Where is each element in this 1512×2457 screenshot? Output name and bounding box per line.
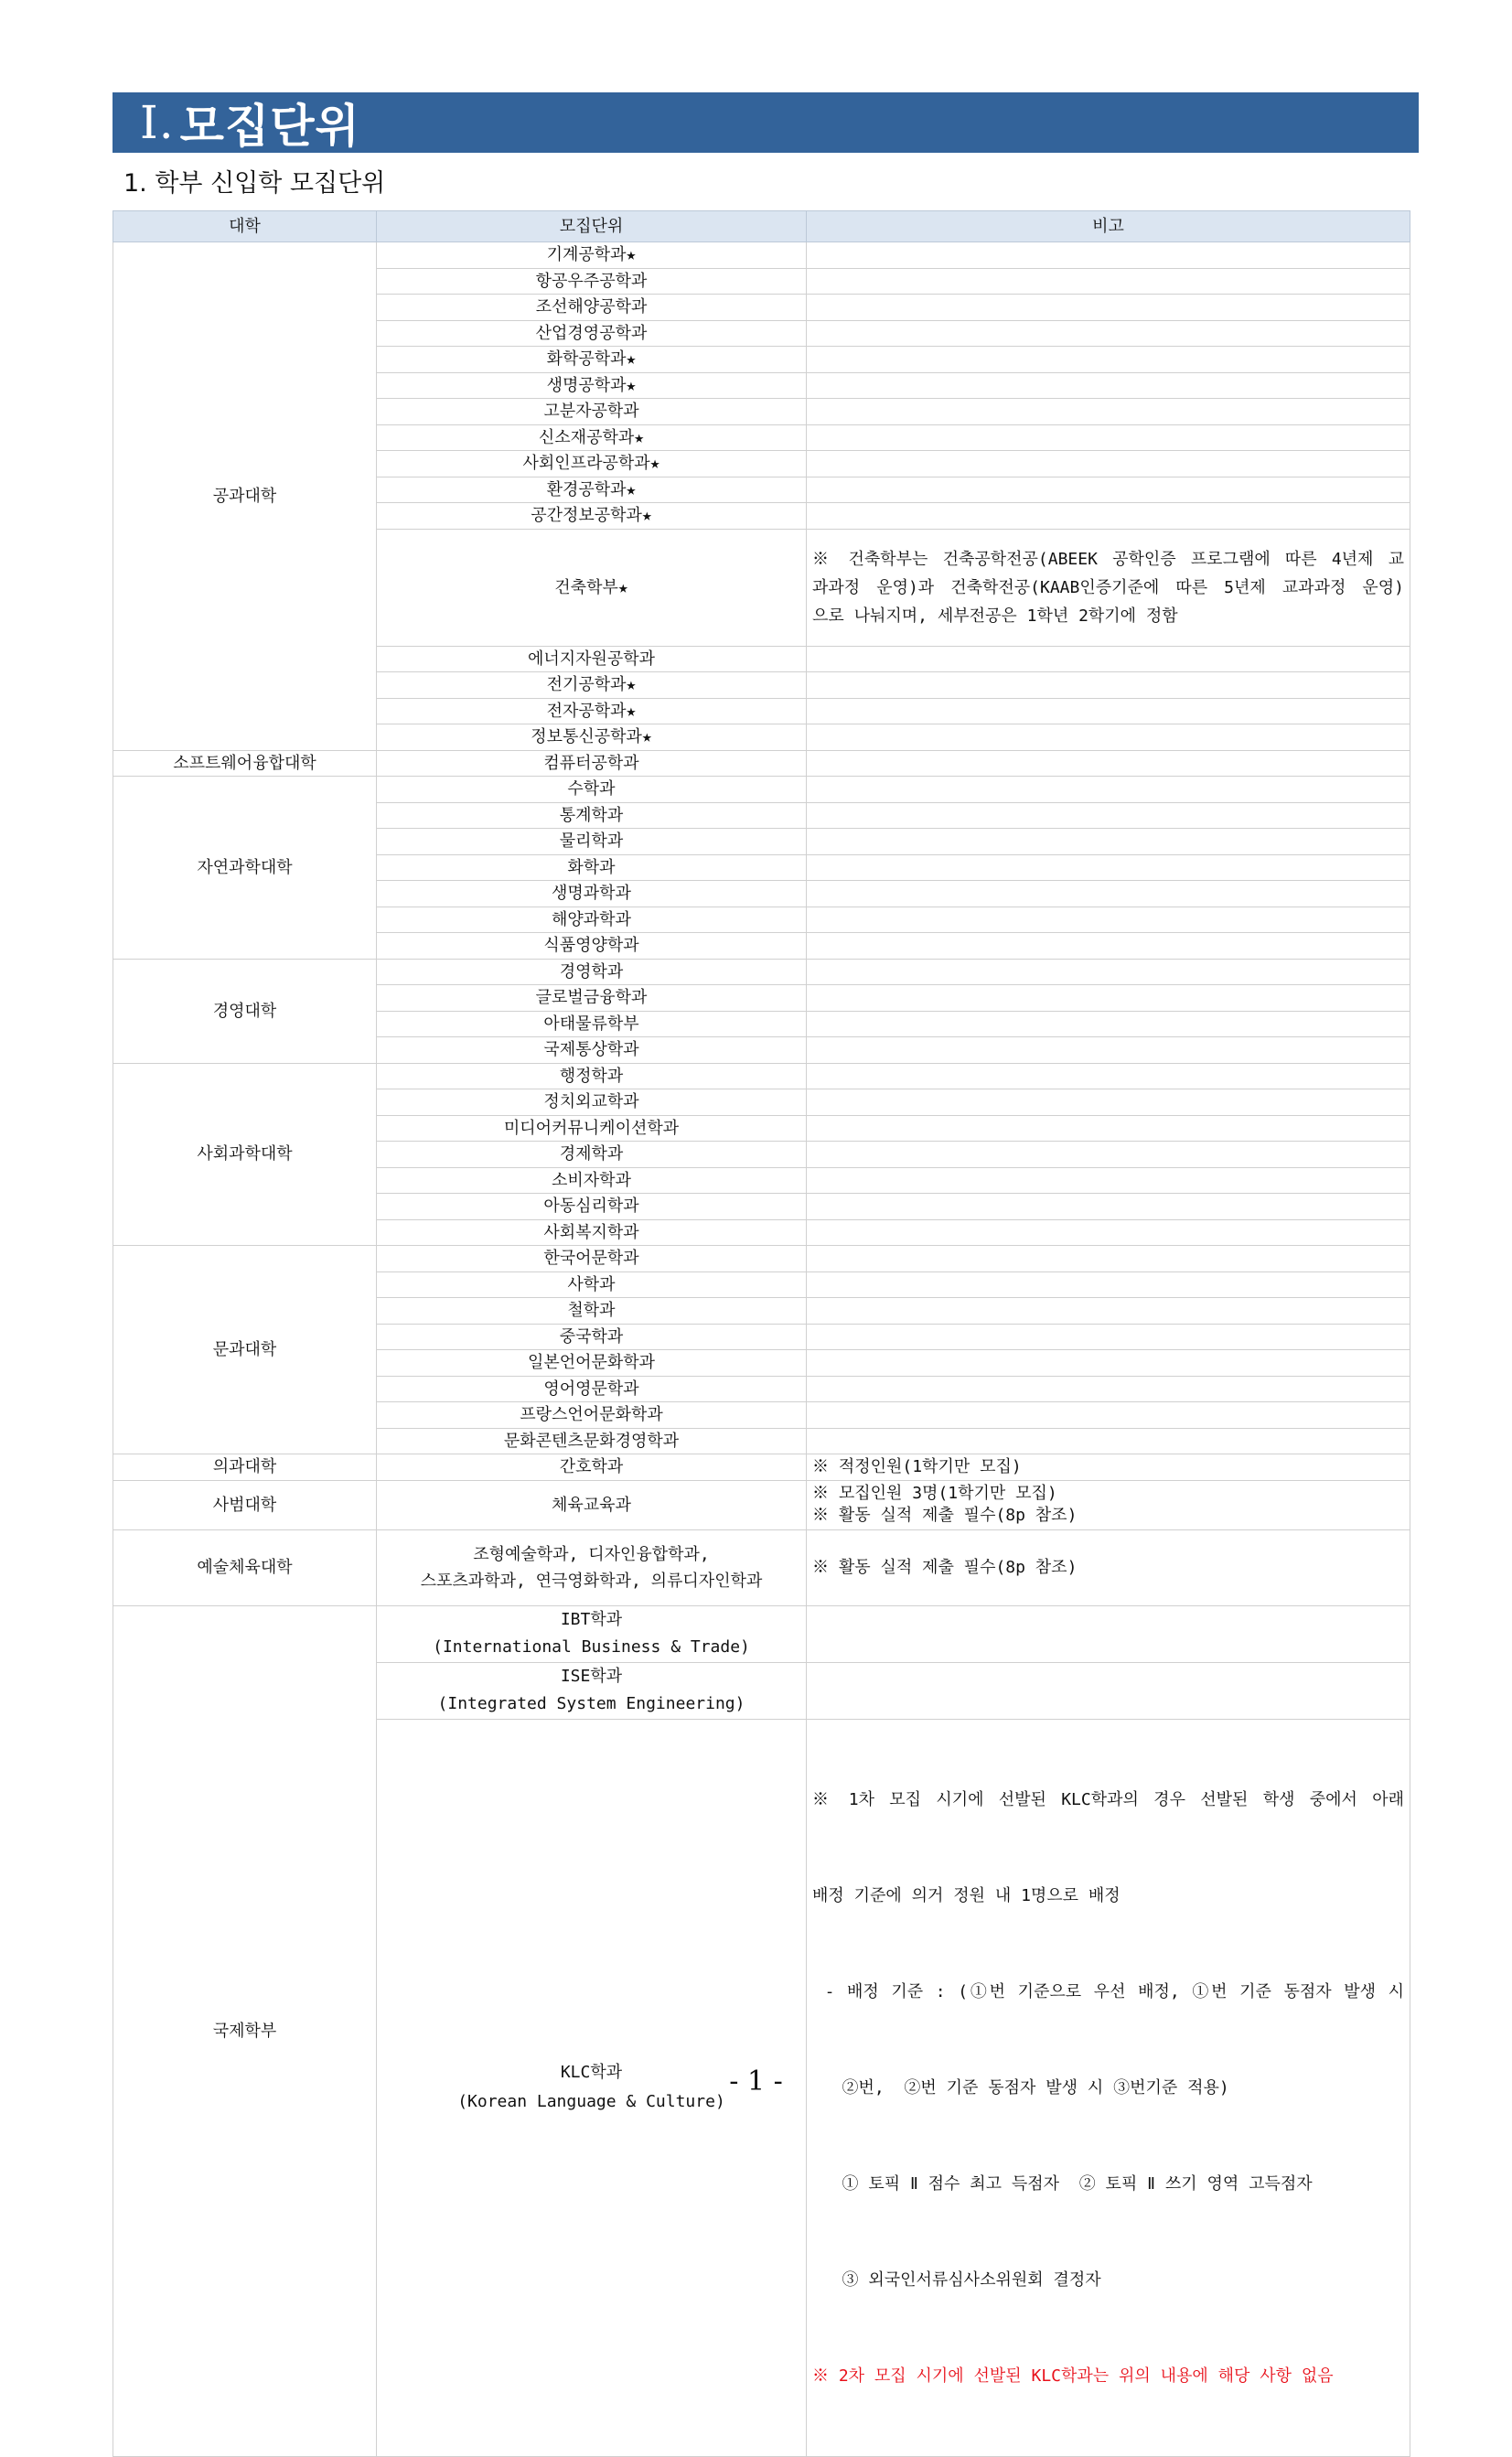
note-cell — [807, 1246, 1410, 1272]
unit-cell: 경영학과 — [377, 959, 807, 985]
note-cell — [807, 1167, 1410, 1194]
unit-line: ISE학과 — [560, 1667, 623, 1686]
note-line: ※ 건축학부는 건축공학전공(ABEEK 공학인증 프로그램에 따른 4년제 교 — [812, 549, 1404, 569]
unit-cell: 해양과학과 — [377, 907, 807, 933]
unit-cell: 사회인프라공학과★ — [377, 451, 807, 477]
college-cell: 사회과학대학 — [113, 1063, 377, 1246]
note-cell — [807, 503, 1410, 530]
note-cell — [807, 529, 1410, 646]
note-cell — [807, 1219, 1410, 1246]
note-cell — [807, 802, 1410, 829]
note-cell — [807, 295, 1410, 321]
note-cell — [807, 372, 1410, 399]
note-cell — [807, 959, 1410, 985]
note-cell: ※ 활동 실적 제출 필수(8p 참조) — [807, 1529, 1410, 1605]
note-cell — [807, 1194, 1410, 1220]
note-cell — [807, 854, 1410, 881]
note-cell — [807, 1142, 1410, 1168]
table-header-row — [113, 211, 1410, 242]
unit-cell: 중국학과 — [377, 1324, 807, 1350]
note-line: ②번, ②번 기준 동점자 발생 시 ③번기준 적용) — [812, 2077, 1229, 2098]
note-line: ※ 모집인원 3명(1학기만 모집) — [812, 1484, 1057, 1503]
unit-cell: 간호학과 — [377, 1454, 807, 1481]
unit-cell: 영어영문학과 — [377, 1376, 807, 1402]
note-cell — [807, 1662, 1410, 1719]
unit-cell: 소비자학과 — [377, 1167, 807, 1194]
unit-cell: 프랑스언어문화학과 — [377, 1402, 807, 1429]
unit-cell: 경제학과 — [377, 1142, 807, 1168]
unit-line: 스포츠과학과, 연극영화학과, 의류디자인학과 — [420, 1571, 763, 1591]
note-cell — [807, 881, 1410, 907]
note-cell — [807, 1089, 1410, 1116]
unit-cell: 항공우주공학과 — [377, 268, 807, 295]
college-cell: 국제학부 — [113, 1605, 377, 2456]
unit-cell: 철학과 — [377, 1298, 807, 1325]
note-cell — [807, 1063, 1410, 1089]
note-cell — [807, 1480, 1410, 1529]
unit-cell: 문화콘텐츠문화경영학과 — [377, 1428, 807, 1454]
college-cell: 경영대학 — [113, 959, 377, 1063]
unit-cell — [377, 1605, 807, 1662]
unit-cell: 기계공학과★ — [377, 242, 807, 269]
note-cell — [807, 320, 1410, 347]
note-cell — [807, 1402, 1410, 1429]
college-cell: 사범대학 — [113, 1480, 377, 1529]
unit-cell: 컴퓨터공학과 — [377, 750, 807, 777]
note-line: 배정 기준에 의거 정원 내 1명으로 배정 — [812, 1885, 1121, 1905]
note-line: - 배정 기준 : (①번 기준으로 우선 배정, ①번 기준 동점자 발생 시 — [812, 1981, 1404, 2001]
college-cell: 자연과학대학 — [113, 777, 377, 960]
subsection-title: 1. 학부 신입학 모집단위 — [123, 169, 386, 198]
unit-cell — [377, 1529, 807, 1605]
unit-cell: 체육교육과 — [377, 1480, 807, 1529]
unit-cell: 공간정보공학과★ — [377, 503, 807, 530]
note-cell — [807, 907, 1410, 933]
note-cell — [807, 347, 1410, 373]
section-title: 모집단위 — [179, 100, 360, 153]
unit-cell: 미디어커뮤니케이션학과 — [377, 1115, 807, 1142]
unit-cell: 아동심리학과 — [377, 1194, 807, 1220]
unit-cell: 물리학과 — [377, 829, 807, 855]
unit-cell: 화학공학과★ — [377, 347, 807, 373]
table-row — [113, 1454, 1410, 1481]
table-row — [113, 1063, 1410, 1089]
table-row — [113, 1480, 1410, 1529]
unit-cell: 정치외교학과 — [377, 1089, 807, 1116]
unit-line: (International Business & Trade) — [433, 1637, 750, 1657]
note-cell — [807, 672, 1410, 699]
header-college: 대학 — [113, 211, 377, 242]
note-cell — [807, 1011, 1410, 1037]
recruitment-table — [113, 210, 1410, 2457]
note-line: 으로 나눠지며, 세부전공은 1학년 2학기에 정함 — [812, 606, 1178, 626]
unit-cell: 통계학과 — [377, 802, 807, 829]
note-cell — [807, 698, 1410, 724]
note-line: ※ 활동 실적 제출 필수(8p 참조) — [812, 1506, 1078, 1525]
section-banner — [113, 92, 1419, 153]
unit-cell: 전기공학과★ — [377, 672, 807, 699]
note-line-warning: ※ 2차 모집 시기에 선발된 KLC학과는 위의 내용에 해당 사항 없음 — [812, 2366, 1334, 2386]
unit-line: KLC학과 — [560, 2063, 623, 2082]
unit-cell: 산업경영공학과 — [377, 320, 807, 347]
unit-cell: 수학과 — [377, 777, 807, 803]
table-row — [113, 242, 1410, 269]
note-cell — [807, 750, 1410, 777]
unit-cell: 사회복지학과 — [377, 1219, 807, 1246]
table-row — [113, 1246, 1410, 1272]
section-number: Ⅰ. — [140, 96, 175, 149]
table-row — [113, 1529, 1410, 1605]
header-note: 비고 — [807, 211, 1410, 242]
unit-cell: 조선해양공학과 — [377, 295, 807, 321]
college-cell: 문과대학 — [113, 1246, 377, 1454]
note-cell — [807, 1298, 1410, 1325]
note-cell: ※ 적정인원(1학기만 모집) — [807, 1454, 1410, 1481]
unit-cell: 행정학과 — [377, 1063, 807, 1089]
note-cell — [807, 933, 1410, 960]
note-cell — [807, 477, 1410, 503]
college-cell: 의과대학 — [113, 1454, 377, 1481]
unit-cell: 화학과 — [377, 854, 807, 881]
note-cell — [807, 1037, 1410, 1064]
header-unit: 모집단위 — [377, 211, 807, 242]
note-line: 과과정 운영)과 건축학전공(KAAB인증기준에 따른 5년제 교과과정 운영) — [812, 577, 1404, 597]
unit-line: (Integrated System Engineering) — [437, 1694, 745, 1713]
unit-line: (Korean Language & Culture) — [457, 2092, 725, 2111]
college-cell: 예술체육대학 — [113, 1529, 377, 1605]
unit-cell: 신소재공학과★ — [377, 424, 807, 451]
note-cell — [807, 1376, 1410, 1402]
unit-cell: 고분자공학과 — [377, 399, 807, 425]
note-cell — [807, 1428, 1410, 1454]
note-line: ※ 1차 모집 시기에 선발된 KLC학과의 경우 선발된 학생 중에서 아래 — [812, 1789, 1404, 1809]
unit-cell: 아태물류학부 — [377, 1011, 807, 1037]
unit-cell: 일본언어문화학과 — [377, 1350, 807, 1377]
table-row — [113, 1605, 1410, 1662]
table-row — [113, 777, 1410, 803]
unit-cell: 식품영양학과 — [377, 933, 807, 960]
unit-cell: 전자공학과★ — [377, 698, 807, 724]
unit-cell: 생명과학과 — [377, 881, 807, 907]
unit-cell: 사학과 — [377, 1271, 807, 1298]
note-line: ③ 외국인서류심사소위원회 결정자 — [812, 2269, 1101, 2290]
note-cell — [807, 268, 1410, 295]
unit-cell: 정보통신공학과★ — [377, 724, 807, 751]
note-cell — [807, 1324, 1410, 1350]
unit-cell: 에너지자원공학과 — [377, 646, 807, 672]
unit-cell: 한국어문학과 — [377, 1246, 807, 1272]
unit-line: IBT학과 — [560, 1610, 623, 1629]
note-cell — [807, 451, 1410, 477]
note-cell — [807, 1605, 1410, 1662]
unit-cell: 글로벌금융학과 — [377, 985, 807, 1012]
note-cell — [807, 724, 1410, 751]
note-cell — [807, 1271, 1410, 1298]
unit-cell: 환경공학과★ — [377, 477, 807, 503]
note-cell — [807, 399, 1410, 425]
unit-cell: 국제통상학과 — [377, 1037, 807, 1064]
page-number: - 1 - — [729, 2065, 783, 2098]
college-cell: 공과대학 — [113, 242, 377, 751]
unit-line: 조형예술학과, 디자인융합학과, — [473, 1544, 710, 1564]
table-row — [113, 750, 1410, 777]
unit-cell — [377, 1662, 807, 1719]
note-cell — [807, 424, 1410, 451]
note-cell — [807, 777, 1410, 803]
note-cell — [807, 242, 1410, 269]
table-row — [113, 959, 1410, 985]
unit-cell: 생명공학과★ — [377, 372, 807, 399]
unit-cell: 건축학부★ — [377, 529, 807, 646]
note-cell — [807, 985, 1410, 1012]
note-cell — [807, 1115, 1410, 1142]
college-cell: 소프트웨어융합대학 — [113, 750, 377, 777]
note-cell — [807, 829, 1410, 855]
note-line: ① 토픽 Ⅱ 점수 최고 득점자 ② 토픽 Ⅱ 쓰기 영역 고득점자 — [812, 2173, 1313, 2194]
note-cell — [807, 646, 1410, 672]
note-cell — [807, 1350, 1410, 1377]
